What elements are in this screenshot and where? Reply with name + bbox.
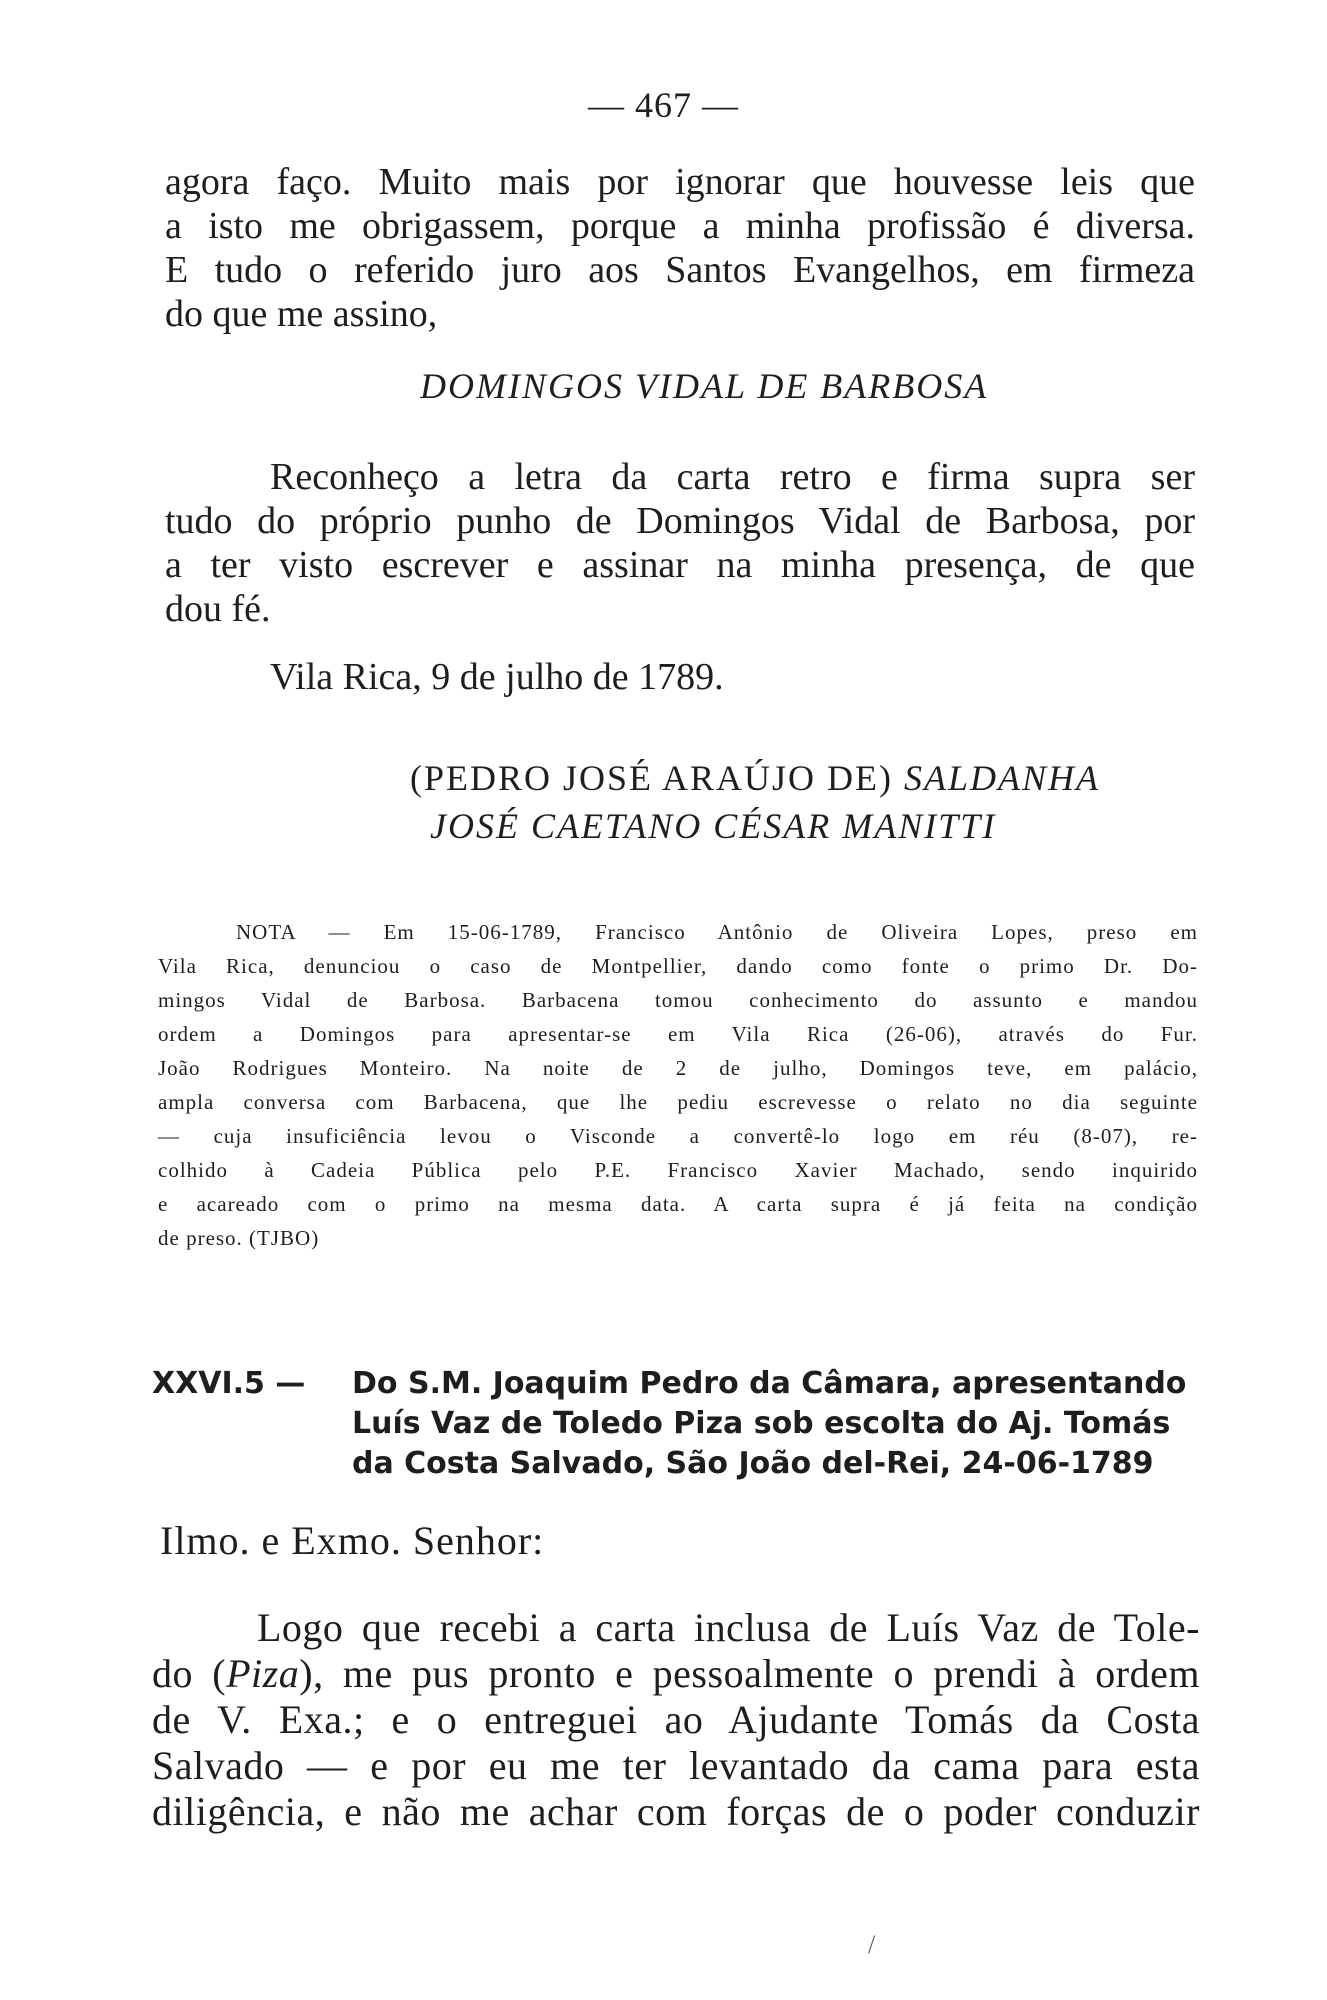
letter-line <box>152 1651 1200 1697</box>
letter-fragment: do ( <box>152 1651 227 1696</box>
letter-line: diligência, e não me achar com forças de o poder conduzir <box>152 1789 1200 1834</box>
salutation: Ilmo. e Exmo. Senhor: <box>160 1518 545 1563</box>
text-line: a ter visto escrever e assinar na minha presença, de que <box>165 544 1195 586</box>
text-line: agora faço. Muito mais por ignorar que houvesse leis que <box>165 161 1195 203</box>
text-line: do que me assino, <box>165 293 438 335</box>
text-line: a isto me obrigassem, porque a minha profissão é diversa. <box>165 205 1195 247</box>
section-title <box>352 1364 1187 1484</box>
note-line: ampla conversa com Barbacena, que lhe pediu escrevesse o relato no dia seguinte <box>158 1090 1198 1114</box>
signature-domingos: DOMINGOS VIDAL DE BARBOSA <box>420 366 989 406</box>
letter-line: Salvado — e por eu me ter levantado da cama para esta <box>152 1743 1200 1788</box>
letter-italic-piza: Piza <box>226 1651 300 1696</box>
text-line: Reconheço a letra da carta retro e firma supra ser <box>270 456 1195 498</box>
section-heading <box>152 1364 1202 1494</box>
note-line: NOTA — Em 15-06-1789, Francisco Antônio de Oliveira Lopes, preso em <box>236 920 1198 944</box>
text-line: tudo do próprio punho de Domingos Vidal de Barbosa, por <box>165 500 1195 542</box>
paragraph-recognition <box>165 455 1195 631</box>
letter-line: de V. Exa.; e o entreguei ao Ajudante Tomás da Costa <box>152 1697 1200 1742</box>
section-title-line: Luís Vaz de Toledo Piza sob escolta do Aj. Tomás <box>352 1406 1171 1441</box>
note-line: de preso. (TJBO) <box>158 1226 320 1250</box>
note-line: — cuja insuficiência levou o Visconde a convertê-lo logo em réu (8-07), re- <box>158 1124 1198 1148</box>
stray-mark: / <box>868 1930 876 1959</box>
paragraph-closing-statement <box>165 160 1195 336</box>
section-number: XXVI.5 — <box>152 1366 306 1401</box>
section-title-line: Do S.M. Joaquim Pedro da Câmara, apresentando <box>352 1366 1187 1401</box>
signature-manitti: JOSÉ CAETANO CÉSAR MANITTI <box>430 806 997 846</box>
letter-fragment: ), me pus pronto e pessoalmente o prendi à ordem <box>299 1651 1200 1696</box>
letter-line: Logo que recebi a carta inclusa de Luís Vaz de Tole- <box>257 1605 1200 1650</box>
signature-saldanha <box>410 757 1100 799</box>
note-line: Vila Rica, denunciou o caso de Montpellier, dando como fonte o primo Dr. Do- <box>158 954 1198 978</box>
footnote <box>158 915 1198 1255</box>
text-line: E tudo o referido juro aos Santos Evangelhos, em firmeza <box>165 249 1195 291</box>
signature-prefix: (PEDRO JOSÉ ARAÚJO DE) <box>410 758 894 798</box>
dateline: Vila Rica, 9 de julho de 1789. <box>270 656 724 698</box>
page-number: — 467 — <box>588 85 739 125</box>
text-line: dou fé. <box>165 588 271 630</box>
note-line: ordem a Domingos para apresentar-se em Vila Rica (26-06), através do Fur. <box>158 1022 1198 1046</box>
note-line: João Rodrigues Monteiro. Na noite de 2 de julho, Domingos teve, em palácio, <box>158 1056 1198 1080</box>
note-line: colhido à Cadeia Pública pelo P.E. Francisco Xavier Machado, sendo inquirido <box>158 1158 1198 1182</box>
note-line: mingos Vidal de Barbosa. Barbacena tomou conhecimento do assunto e mandou <box>158 988 1198 1012</box>
note-line: e acareado com o primo na mesma data. A carta supra é já feita na condição <box>158 1192 1198 1216</box>
signature-surname: SALDANHA <box>904 758 1101 798</box>
letter-body <box>152 1605 1200 1835</box>
section-title-line: da Costa Salvado, São João del-Rei, 24-06-1789 <box>352 1446 1154 1481</box>
